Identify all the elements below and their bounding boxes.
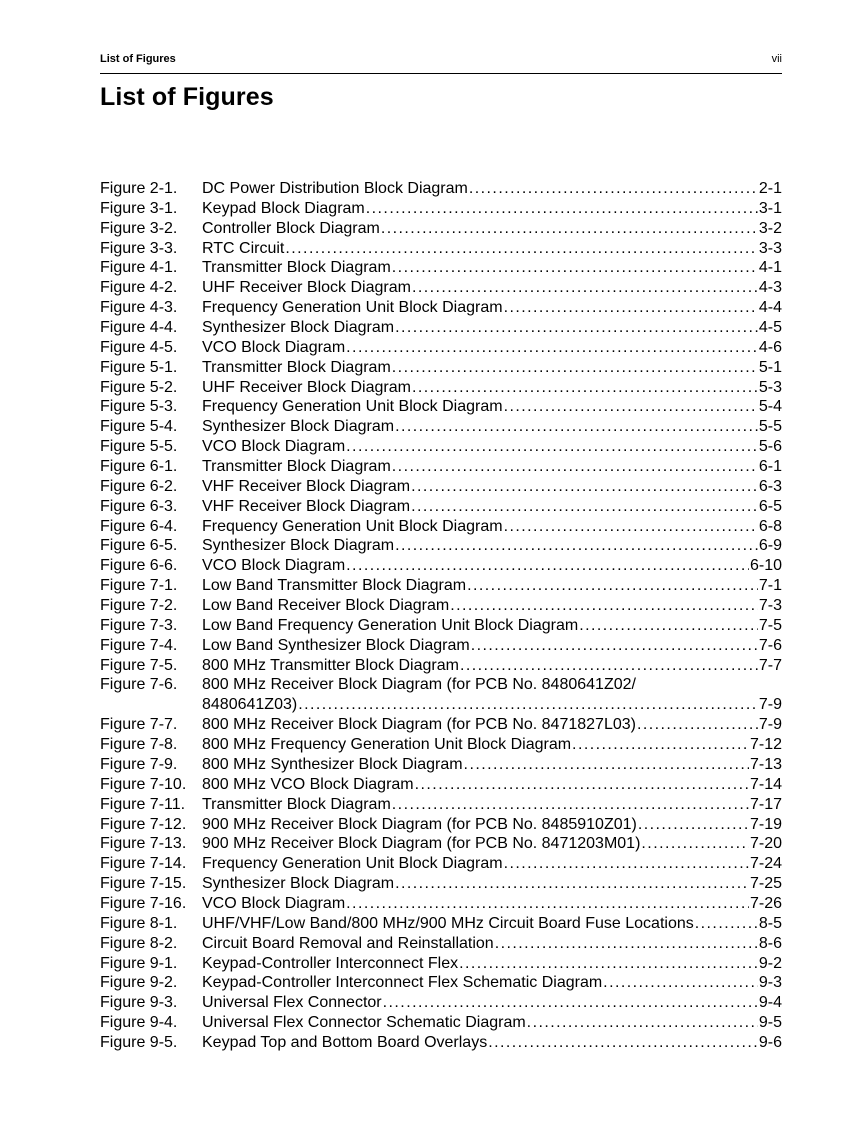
figure-caption: Keypad-Controller Interconnect Flex (202, 954, 459, 972)
figure-page-number: 3-3 (758, 239, 782, 257)
dot-leader (460, 656, 758, 676)
figure-entry[interactable] (100, 656, 782, 676)
figure-number: Figure 6-5. (100, 537, 178, 555)
figure-page-number: 2-1 (758, 180, 782, 197)
figure-number: Figure 7-5. (100, 656, 178, 674)
figure-entry[interactable] (100, 497, 782, 517)
figure-caption: UHF Receiver Block Diagram (202, 378, 411, 396)
figure-entry[interactable] (100, 715, 782, 735)
dot-leader (412, 278, 758, 298)
figure-caption: VCO Block Diagram (202, 438, 346, 456)
figure-caption-line1: 800 MHz Receiver Block Diagram (for PCB No. 8480641Z02/ (202, 676, 636, 694)
figure-caption: Transmitter Block Diagram (202, 458, 391, 476)
dot-leader (450, 596, 758, 616)
figure-page-number: 4-5 (758, 319, 782, 337)
figure-entry[interactable] (100, 318, 782, 338)
figure-page-number: 7-25 (749, 875, 782, 893)
figure-caption: Transmitter Block Diagram (202, 795, 391, 813)
figure-caption: Synthesizer Block Diagram (202, 537, 395, 555)
figure-number: Figure 4-2. (100, 279, 178, 297)
figure-caption: RTC Circuit (202, 239, 285, 257)
figure-entry[interactable] (100, 1013, 782, 1033)
figure-page-number: 7-26 (749, 894, 782, 912)
figure-entry[interactable] (100, 934, 782, 954)
figure-entry[interactable] (100, 258, 782, 278)
dot-leader (411, 497, 758, 517)
figure-page-number: 5-6 (758, 438, 782, 456)
figure-caption: Keypad Top and Bottom Board Overlays (202, 1033, 488, 1051)
figure-entry[interactable] (100, 596, 782, 616)
figure-page-number: 7-9 (758, 716, 782, 734)
dot-leader (392, 258, 758, 278)
figure-number: Figure 7-11. (100, 795, 186, 813)
figure-caption: DC Power Distribution Block Diagram (202, 180, 468, 197)
figure-caption: 800 MHz VCO Block Diagram (202, 775, 414, 793)
figure-entry[interactable] (100, 914, 782, 934)
dot-leader (392, 795, 749, 815)
figure-page-number: 3-2 (758, 219, 782, 237)
figure-number: Figure 3-2. (100, 219, 178, 237)
figure-page-number: 6-10 (749, 557, 782, 575)
figure-page-number: 5-3 (758, 378, 782, 396)
page-title: List of Figures (100, 83, 274, 111)
figure-caption: Universal Flex Connector Schematic Diagram (202, 1014, 526, 1032)
figure-page-number: 7-5 (758, 616, 782, 634)
figure-entry[interactable] (100, 954, 782, 974)
figure-number: Figure 9-2. (100, 974, 178, 992)
dot-leader (366, 199, 758, 219)
figure-caption: Transmitter Block Diagram (202, 358, 391, 376)
figure-entry[interactable] (100, 735, 782, 755)
figure-number: Figure 7-8. (100, 736, 178, 754)
figure-page-number: 5-5 (758, 418, 782, 436)
figure-caption: Synthesizer Block Diagram (202, 418, 395, 436)
dot-leader (395, 874, 749, 894)
figure-number: Figure 8-1. (100, 914, 178, 932)
figure-page-number: 4-1 (758, 259, 782, 277)
figure-caption: VCO Block Diagram (202, 557, 346, 575)
figure-entry[interactable] (100, 417, 782, 437)
figure-number: Figure 4-1. (100, 259, 178, 277)
figure-page-number: 6-1 (758, 458, 782, 476)
figure-caption: Universal Flex Connector (202, 994, 382, 1012)
figure-number: Figure 9-4. (100, 1014, 178, 1032)
dot-leader (395, 417, 758, 437)
dot-leader (411, 477, 758, 497)
figure-caption: VHF Receiver Block Diagram (202, 497, 411, 515)
dot-leader (412, 378, 758, 398)
figure-entry[interactable] (100, 576, 782, 596)
figure-number: Figure 5-2. (100, 378, 178, 396)
figure-entry[interactable] (100, 854, 782, 874)
dot-leader (467, 576, 758, 596)
figure-page-number: 7-19 (749, 815, 782, 833)
dot-leader (638, 815, 749, 835)
figure-entry[interactable] (100, 199, 782, 219)
figure-entry[interactable] (100, 874, 782, 894)
dot-leader (346, 556, 749, 576)
figure-entry[interactable] (100, 755, 782, 775)
figure-number: Figure 5-3. (100, 398, 178, 416)
figure-page-number: 8-5 (758, 914, 782, 932)
figure-page-number: 7-14 (749, 775, 782, 793)
figure-number: Figure 7-14. (100, 855, 187, 873)
figure-caption: 8480641Z03) (202, 696, 298, 714)
figure-caption: Low Band Transmitter Block Diagram (202, 577, 467, 595)
dot-leader (381, 219, 758, 239)
dot-leader (504, 397, 758, 417)
figure-entry[interactable] (100, 219, 782, 239)
dot-leader (504, 517, 758, 537)
figure-entry[interactable] (100, 556, 782, 576)
figure-number: Figure 6-6. (100, 557, 178, 575)
figure-number: Figure 7-6. (100, 676, 178, 694)
running-header (100, 53, 782, 75)
figure-page-number: 4-4 (758, 299, 782, 317)
figure-page-number: 9-2 (758, 954, 782, 972)
figure-page-number: 7-9 (758, 696, 782, 714)
figure-page-number: 7-7 (758, 656, 782, 674)
dot-leader (527, 1013, 758, 1033)
dot-leader (504, 854, 749, 874)
figure-caption: Transmitter Block Diagram (202, 259, 391, 277)
dot-leader (469, 179, 758, 199)
dot-leader (459, 954, 758, 974)
figure-entry[interactable] (100, 815, 782, 835)
figure-caption: 900 MHz Receiver Block Diagram (for PCB No. 8485910Z01) (202, 815, 637, 833)
figure-entry[interactable] (100, 775, 782, 795)
dot-leader (415, 775, 749, 795)
figure-entry[interactable] (100, 477, 782, 497)
figure-page-number: 7-17 (749, 795, 782, 813)
figure-caption: VCO Block Diagram (202, 894, 346, 912)
dot-leader (641, 834, 749, 854)
figure-caption: Circuit Board Removal and Reinstallation (202, 934, 494, 952)
figure-caption: VHF Receiver Block Diagram (202, 477, 411, 495)
dot-leader (603, 973, 758, 993)
dot-leader (298, 695, 758, 715)
figure-number: Figure 7-12. (100, 815, 187, 833)
figure-caption: Frequency Generation Unit Block Diagram (202, 517, 503, 535)
dot-leader (346, 894, 749, 914)
figure-page-number: 7-6 (758, 636, 782, 654)
figure-number: Figure 9-3. (100, 994, 178, 1012)
dot-leader (395, 536, 758, 556)
figure-entry[interactable] (100, 278, 782, 298)
figure-page-number: 6-5 (758, 497, 782, 515)
header-page-number: vii (771, 53, 782, 65)
figure-number: Figure 7-16. (100, 894, 187, 912)
dot-leader (695, 914, 758, 934)
header-section-title: List of Figures (100, 53, 176, 65)
figure-number: Figure 9-1. (100, 954, 178, 972)
dot-leader (579, 616, 758, 636)
figure-number: Figure 3-1. (100, 199, 178, 217)
dot-leader (392, 457, 758, 477)
figure-page-number: 7-12 (749, 736, 782, 754)
figure-number: Figure 4-3. (100, 299, 178, 317)
figure-number: Figure 7-10. (100, 775, 187, 793)
figure-caption: Controller Block Diagram (202, 219, 380, 237)
figure-page-number: 6-9 (758, 537, 782, 555)
figure-entry[interactable] (100, 437, 782, 457)
figure-entry[interactable] (100, 179, 782, 199)
dot-leader (392, 358, 758, 378)
figure-number: Figure 5-1. (100, 358, 178, 376)
dot-leader (504, 298, 758, 318)
figure-page-number: 7-13 (749, 755, 782, 773)
figure-entry[interactable] (100, 338, 782, 358)
figure-caption: Low Band Frequency Generation Unit Block Diagram (202, 616, 579, 634)
dot-leader (471, 636, 758, 656)
figure-number: Figure 4-4. (100, 319, 178, 337)
figure-caption: Synthesizer Block Diagram (202, 875, 395, 893)
figure-caption: Keypad Block Diagram (202, 199, 365, 217)
figure-entry[interactable] (100, 616, 782, 636)
figure-entry[interactable] (100, 397, 782, 417)
figure-entry[interactable] (100, 993, 782, 1013)
figure-entry[interactable] (100, 795, 782, 815)
dot-leader (346, 338, 758, 358)
figure-caption: Frequency Generation Unit Block Diagram (202, 299, 503, 317)
figure-page-number: 8-6 (758, 934, 782, 952)
figure-number: Figure 2-1. (100, 180, 178, 197)
figure-page-number: 5-1 (758, 358, 782, 376)
figure-number: Figure 7-9. (100, 755, 178, 773)
figure-page-number: 5-4 (758, 398, 782, 416)
figure-caption: Frequency Generation Unit Block Diagram (202, 398, 503, 416)
figure-entry[interactable] (100, 517, 782, 537)
figure-entry[interactable] (100, 457, 782, 477)
dot-leader (637, 715, 758, 735)
figure-entry[interactable] (100, 834, 782, 854)
figure-page-number: 7-24 (749, 855, 782, 873)
figure-number: Figure 7-3. (100, 616, 178, 634)
dot-leader (495, 934, 758, 954)
figure-number: Figure 5-5. (100, 438, 178, 456)
figure-number: Figure 9-5. (100, 1033, 178, 1051)
dot-leader (383, 993, 758, 1013)
header-rule (100, 73, 782, 74)
figure-number: Figure 6-1. (100, 458, 178, 476)
figure-number: Figure 7-15. (100, 875, 187, 893)
figure-entry[interactable] (100, 358, 782, 378)
figure-caption: Keypad-Controller Interconnect Flex Schematic Diagram (202, 974, 603, 992)
figure-caption: Synthesizer Block Diagram (202, 319, 395, 337)
figure-page-number: 9-6 (758, 1033, 782, 1051)
figure-page-number: 7-1 (758, 577, 782, 595)
figure-page-number: 7-20 (749, 835, 782, 853)
figure-number: Figure 6-2. (100, 477, 178, 495)
figure-page-number: 9-3 (758, 974, 782, 992)
figure-entry[interactable] (100, 298, 782, 318)
figure-caption: 900 MHz Receiver Block Diagram (for PCB No. 8471203M01) (202, 835, 641, 853)
figure-page-number: 7-3 (758, 597, 782, 615)
figure-entry[interactable] (100, 894, 782, 914)
figure-caption: Low Band Synthesizer Block Diagram (202, 636, 470, 654)
figure-caption: 800 MHz Synthesizer Block Diagram (202, 755, 463, 773)
figure-page-number: 3-1 (758, 199, 782, 217)
figure-page-number: 6-8 (758, 517, 782, 535)
figure-page-number: 9-4 (758, 994, 782, 1012)
figure-number: Figure 6-4. (100, 517, 178, 535)
figure-number: Figure 3-3. (100, 239, 178, 257)
figure-entry[interactable] (100, 973, 782, 993)
figure-caption: 800 MHz Frequency Generation Unit Block Diagram (202, 736, 572, 754)
figure-caption: 800 MHz Transmitter Block Diagram (202, 656, 459, 674)
figure-number: Figure 7-2. (100, 597, 178, 615)
figure-entry[interactable] (100, 636, 782, 656)
figure-list (100, 179, 782, 1053)
dot-leader (464, 755, 749, 775)
figure-number: Figure 4-5. (100, 338, 178, 356)
figure-number: Figure 8-2. (100, 934, 178, 952)
figure-page-number: 6-3 (758, 477, 782, 495)
figure-page-number: 4-6 (758, 338, 782, 356)
figure-number: Figure 7-1. (100, 577, 178, 595)
figure-page-number: 4-3 (758, 279, 782, 297)
dot-leader (488, 1033, 758, 1053)
figure-page-number: 9-5 (758, 1014, 782, 1032)
dot-leader (285, 239, 758, 259)
figure-caption: UHF/VHF/Low Band/800 MHz/900 MHz Circuit Board Fuse Locations (202, 914, 694, 932)
dot-leader (346, 437, 758, 457)
figure-caption: Frequency Generation Unit Block Diagram (202, 855, 503, 873)
figure-entry[interactable] (100, 378, 782, 398)
figure-number: Figure 5-4. (100, 418, 178, 436)
figure-caption: VCO Block Diagram (202, 338, 346, 356)
dot-leader (572, 735, 749, 755)
figure-number: Figure 7-13. (100, 835, 187, 853)
figure-entry[interactable] (100, 1033, 782, 1053)
figure-caption: 800 MHz Receiver Block Diagram (for PCB No. 8471827L03) (202, 716, 636, 734)
figure-number: Figure 6-3. (100, 497, 178, 515)
figure-caption: UHF Receiver Block Diagram (202, 279, 411, 297)
dot-leader (395, 318, 758, 338)
figure-number: Figure 7-4. (100, 636, 178, 654)
figure-caption: Low Band Receiver Block Diagram (202, 597, 450, 615)
figure-entry[interactable] (100, 536, 782, 556)
figure-entry[interactable] (100, 675, 782, 715)
figure-number: Figure 7-7. (100, 716, 178, 734)
figure-entry[interactable] (100, 239, 782, 259)
